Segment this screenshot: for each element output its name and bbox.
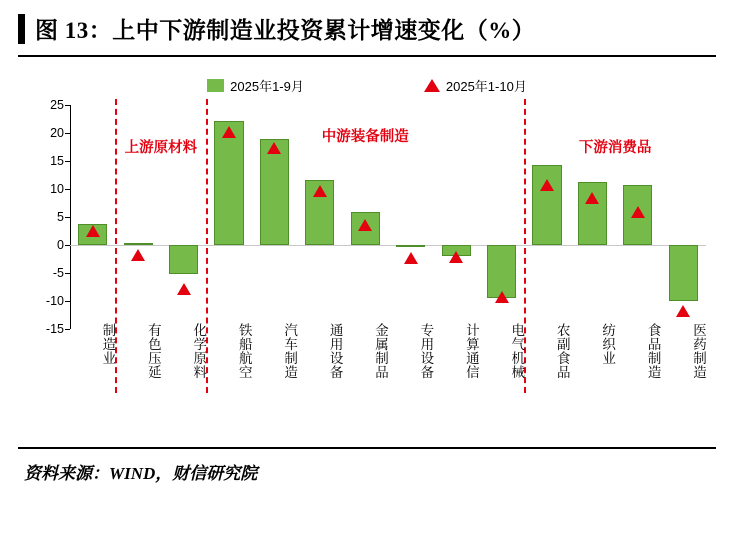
y-tick-5: 5	[57, 210, 64, 224]
category-label-1: 制造业	[100, 323, 116, 365]
chart-legend	[18, 73, 716, 97]
figure-badge: 图 13：	[35, 18, 113, 43]
category-label-2: 有色压延	[145, 323, 161, 379]
group-label-3: 下游消费品	[578, 140, 652, 157]
category-label-11: 农副食品	[554, 323, 570, 379]
bar-11[interactable]	[532, 165, 561, 245]
legend-label-marker: 2025年1-10月	[445, 78, 527, 94]
category-label-6: 通用设备	[327, 323, 343, 379]
category-label-14: 医药制造	[690, 323, 706, 379]
marker-11[interactable]	[540, 179, 554, 191]
category-label-4: 铁船航空	[236, 323, 252, 379]
marker-3[interactable]	[177, 283, 191, 295]
bar-slot	[524, 105, 569, 329]
y-tick--15: -15	[45, 322, 64, 336]
chart-plot-area	[18, 57, 716, 447]
marker-10[interactable]	[495, 291, 509, 303]
legend-label-bar: 2025年1-9月	[230, 78, 304, 94]
category-label-3: 化学原料	[191, 323, 207, 379]
y-tick--10: -10	[45, 294, 64, 308]
y-tick-10: 10	[50, 182, 64, 196]
legend-triangle-swatch-icon	[424, 79, 440, 92]
marker-8[interactable]	[404, 252, 418, 264]
bar-2[interactable]	[124, 243, 153, 245]
category-label-13: 食品制造	[645, 323, 661, 379]
marker-6[interactable]	[313, 185, 327, 197]
bar-slot	[206, 105, 251, 329]
marker-13[interactable]	[631, 206, 645, 218]
group-label-2: 中游装备制造	[321, 129, 409, 146]
bar-slot	[70, 105, 115, 329]
bar-14[interactable]	[669, 245, 698, 301]
category-label-7: 金属制品	[372, 323, 388, 379]
marker-2[interactable]	[131, 249, 145, 261]
y-tick-0: 0	[57, 238, 64, 252]
marker-4[interactable]	[222, 126, 236, 138]
source-note: 资料来源：WIND，财信研究院	[24, 464, 258, 483]
legend-item-marker	[424, 76, 527, 95]
bar-8[interactable]	[396, 245, 425, 247]
bar-slot	[433, 105, 478, 329]
x-axis-category-labels	[70, 323, 706, 435]
page-title	[35, 12, 535, 45]
title-accent-bar	[18, 14, 25, 44]
bar-4[interactable]	[214, 121, 243, 245]
group-label-1: 上游原材料	[124, 140, 198, 157]
y-tick-20: 20	[50, 126, 64, 140]
category-label-8: 专用设备	[418, 323, 434, 379]
bar-slot	[252, 105, 297, 329]
bar-slot	[479, 105, 524, 329]
bar-3[interactable]	[169, 245, 198, 274]
legend-bar-swatch-icon	[207, 79, 224, 92]
category-label-12: 纺织业	[600, 323, 616, 365]
y-tick--5: -5	[52, 266, 64, 280]
marker-14[interactable]	[676, 305, 690, 317]
y-tick-25: 25	[50, 98, 64, 112]
y-tick-15: 15	[50, 154, 64, 168]
category-label-9: 计算通信	[463, 323, 479, 379]
bar-slot	[661, 105, 706, 329]
category-label-10: 电气机械	[509, 323, 525, 379]
bar-5[interactable]	[260, 139, 289, 245]
figure-title-row	[14, 0, 720, 53]
marker-1[interactable]	[86, 225, 100, 237]
marker-9[interactable]	[449, 251, 463, 263]
marker-12[interactable]	[585, 192, 599, 204]
category-label-5: 汽车制造	[282, 323, 298, 379]
marker-7[interactable]	[358, 219, 372, 231]
marker-5[interactable]	[267, 142, 281, 154]
figure-title: 上中下游制造业投资累计增速变化（%）	[112, 18, 536, 43]
legend-item-bar	[207, 76, 304, 95]
chart-axes	[45, 98, 706, 336]
